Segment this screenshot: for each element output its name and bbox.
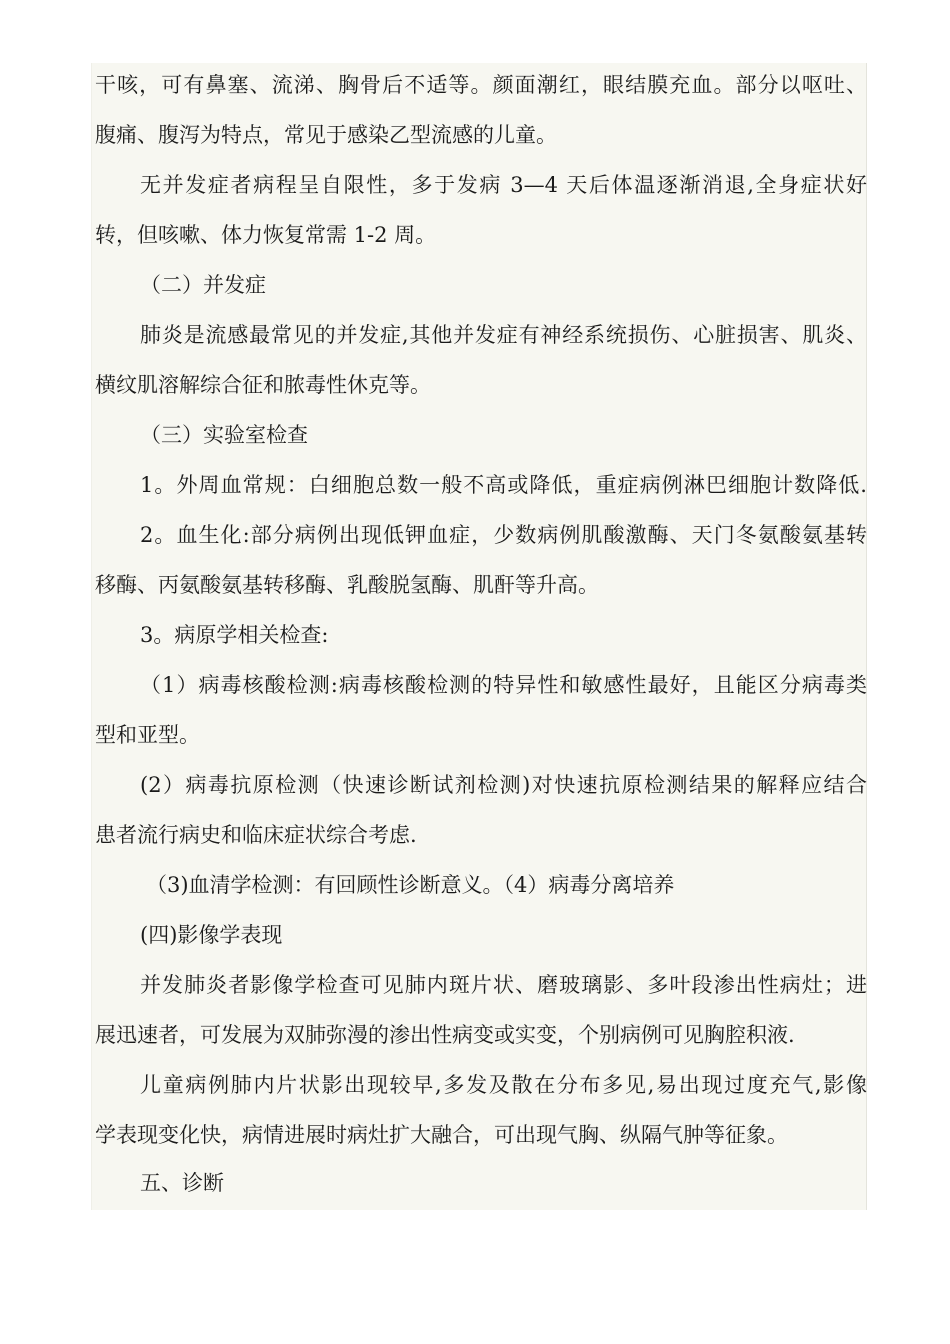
section-heading: （二）并发症	[140, 273, 266, 297]
text-line: 并发肺炎者影像学检查可见肺内斑片状、磨玻璃影、多叶段渗出性病灶；进	[140, 973, 867, 997]
text-line: 转，但咳嗽、体力恢复常需 1-2 周。	[95, 223, 437, 247]
text-line: 1。外周血常规：白细胞总数一般不高或降低，重症病例淋巴细胞计数降低.	[140, 473, 867, 497]
text-line: 横纹肌溶解综合征和脓毒性休克等。	[95, 373, 431, 397]
text-line: 2。血生化:部分病例出现低钾血症，少数病例肌酸激酶、天门冬氨酸氨基转	[140, 523, 867, 547]
text-line: （3)血清学检测：有回顾性诊断意义。（4）病毒分离培养	[146, 873, 675, 897]
text-line: 学表现变化快，病情进展时病灶扩大融合，可出现气胸、纵隔气肿等征象。	[95, 1123, 788, 1147]
text-line: 移酶、丙氨酸氨基转移酶、乳酸脱氢酶、肌酐等升高。	[95, 573, 599, 597]
text-line: 3。病原学相关检查:	[140, 623, 329, 647]
text-line: 儿童病例肺内片状影出现较早,多发及散在分布多见,易出现过度充气,影像	[140, 1073, 867, 1097]
text-line: 干咳，可有鼻塞、流涕、胸骨后不适等。颜面潮红，眼结膜充血。部分以呕吐、	[95, 73, 867, 97]
text-line: 肺炎是流感最常见的并发症,其他并发症有神经系统损伤、心脏损害、肌炎、	[140, 323, 867, 347]
section-heading: (四)影像学表现	[140, 923, 283, 947]
text-line: 展迅速者，可发展为双肺弥漫的渗出性病变或实变，个别病例可见胸腔积液.	[95, 1023, 795, 1047]
text-line: (2）病毒抗原检测（快速诊断试剂检测)对快速抗原检测结果的解释应结合	[140, 773, 867, 797]
text-line: 型和亚型。	[95, 723, 200, 747]
section-heading: 五、诊断	[140, 1171, 224, 1195]
text-line: 腹痛、腹泻为特点，常见于感染乙型流感的儿童。	[95, 123, 557, 147]
text-line: 无并发症者病程呈自限性，多于发病 3—4 天后体温逐渐消退,全身症状好	[140, 173, 867, 197]
section-heading: （三）实验室检查	[140, 423, 308, 447]
text-line: 患者流行病史和临床症状综合考虑.	[95, 823, 417, 847]
text-line: （1）病毒核酸检测:病毒核酸检测的特异性和敏感性最好，且能区分病毒类	[140, 673, 867, 697]
